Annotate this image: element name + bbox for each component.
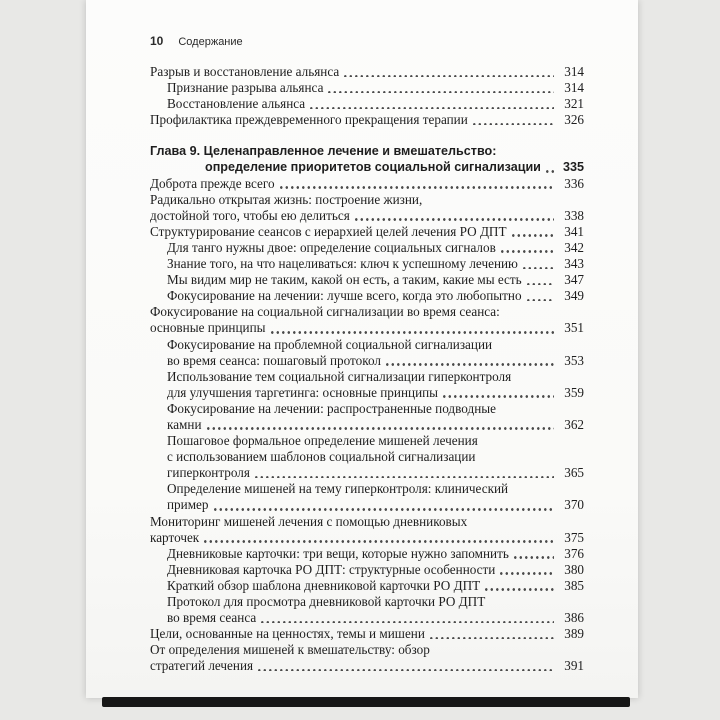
toc-line xyxy=(150,240,584,256)
book-page xyxy=(86,0,638,698)
toc-entry xyxy=(150,594,584,626)
toc-page-number: 335 xyxy=(562,160,584,175)
toc-page-number: 314 xyxy=(564,80,584,96)
toc-entry-text: во время сеанса xyxy=(167,610,257,626)
toc-line xyxy=(150,143,584,159)
toc-entry xyxy=(150,288,584,304)
leader-dots xyxy=(546,170,554,173)
toc-entry-text: Доброта прежде всего xyxy=(150,175,275,191)
toc-line xyxy=(150,578,584,594)
toc-line xyxy=(150,514,584,530)
toc-page-number: 347 xyxy=(564,272,584,288)
toc-line xyxy=(150,304,584,320)
toc-entry-text: Дневниковая карточка РО ДПТ: структурные особенности xyxy=(167,561,496,577)
leader-dots xyxy=(512,234,554,237)
toc-entry xyxy=(150,176,584,192)
toc-entry-text: для улучшения таргетинга: основные принципы xyxy=(167,384,439,400)
toc-line xyxy=(150,159,584,175)
toc-line xyxy=(150,530,584,546)
leader-dots xyxy=(501,250,554,253)
toc-line xyxy=(150,337,584,353)
leader-dots xyxy=(310,107,554,110)
toc-line xyxy=(150,288,584,304)
toc-page-number: 342 xyxy=(564,239,584,255)
toc-line xyxy=(150,385,584,401)
toc-page-number: 351 xyxy=(564,320,584,336)
toc-entry-text: Разрыв и восстановление альянса xyxy=(150,64,340,79)
toc-entry xyxy=(150,642,584,674)
running-header-title: Содержание xyxy=(178,36,243,48)
leader-dots xyxy=(328,91,554,94)
leader-dots xyxy=(258,669,554,672)
toc-entry-text: Мы видим мир не таким, какой он есть, а таким, какие мы есть xyxy=(167,272,522,288)
toc-entry xyxy=(150,514,584,546)
leader-dots xyxy=(500,572,554,575)
toc-entry-text: стратегий лечения xyxy=(150,658,254,674)
toc-line xyxy=(150,626,584,642)
leader-dots xyxy=(280,186,554,189)
toc-entry-text: Восстановление альянса xyxy=(167,96,306,112)
running-header xyxy=(150,34,584,48)
toc-line xyxy=(150,546,584,562)
toc-line xyxy=(150,256,584,272)
toc-entry-text: Определение мишеней на тему гиперконтроля: клинический xyxy=(167,481,509,497)
toc-entry-text: Дневниковые карточки: три вещи, которые нужно запомнить xyxy=(167,545,509,561)
toc-entry-text: Глава 9. Целенаправленное лечение и вмешательство: xyxy=(150,144,497,159)
book-cover-edge xyxy=(102,697,630,707)
toc-page-number: 338 xyxy=(564,207,584,223)
toc-chapter-entry xyxy=(150,143,584,175)
toc-entry-text: Фокусирование на проблемной социальной сигнализации xyxy=(167,336,493,352)
toc-entry-text: Фокусирование на социальной сигнализации во время сеанса: xyxy=(150,304,500,320)
toc-entry-text: гиперконтроля xyxy=(167,465,250,481)
toc-line xyxy=(150,465,584,481)
toc-entry xyxy=(150,256,584,272)
leader-dots xyxy=(430,637,554,640)
toc-line xyxy=(150,449,584,465)
toc-line xyxy=(150,64,584,80)
toc-entry-text: Краткий обзор шаблона дневниковой карточки РО ДПТ xyxy=(167,577,481,593)
toc-line xyxy=(150,112,584,128)
toc-entry xyxy=(150,240,584,256)
toc-entry-text: Мониторинг мишеней лечения с помощью дневниковых xyxy=(150,513,468,529)
leader-dots xyxy=(255,476,554,479)
toc-line xyxy=(150,192,584,208)
toc-entry xyxy=(150,578,584,594)
toc-line xyxy=(150,642,584,658)
toc-entry-text: определение приоритетов социальной сигнализации xyxy=(205,160,541,175)
toc-entry-text: Радикально открытая жизнь: построение жизни, xyxy=(150,191,423,207)
toc-page-number: 349 xyxy=(564,288,584,304)
table-of-contents xyxy=(150,64,584,674)
toc-entry-text: Фокусирование на лечении: лучше всего, когда это любопытно xyxy=(167,288,522,304)
toc-line xyxy=(150,224,584,240)
toc-entry xyxy=(150,224,584,240)
toc-page-number: 385 xyxy=(564,577,584,593)
toc-line xyxy=(150,176,584,192)
toc-entry-text: Цели, основанные на ценностях, темы и мишени xyxy=(150,626,425,642)
toc-line xyxy=(150,96,584,112)
toc-page-number: 359 xyxy=(564,384,584,400)
toc-entry xyxy=(150,433,584,481)
toc-page-number: 326 xyxy=(564,112,584,128)
leader-dots xyxy=(443,395,554,398)
toc-entry-text: во время сеанса: пошаговый протокол xyxy=(167,352,381,368)
toc-line xyxy=(150,272,584,288)
leader-dots xyxy=(344,75,554,78)
toc-entry-text: Для танго нужны двое: определение социальных сигналов xyxy=(167,239,496,255)
toc-line xyxy=(150,417,584,433)
toc-line xyxy=(150,320,584,336)
toc-entry xyxy=(150,112,584,128)
toc-entry xyxy=(150,96,584,112)
leader-dots xyxy=(386,363,554,366)
toc-page-number: 380 xyxy=(564,561,584,577)
leader-dots xyxy=(271,331,554,334)
toc-entry-text: камни xyxy=(167,416,202,432)
toc-page-number: 353 xyxy=(564,352,584,368)
toc-page-number: 386 xyxy=(564,610,584,626)
leader-dots xyxy=(261,621,554,624)
toc-content xyxy=(150,34,584,674)
leader-dots xyxy=(523,267,554,270)
toc-line xyxy=(150,433,584,449)
toc-entry xyxy=(150,562,584,578)
leader-dots xyxy=(207,427,554,430)
page-number: 10 xyxy=(150,34,164,48)
toc-entry xyxy=(150,401,584,433)
toc-entry xyxy=(150,337,584,369)
toc-line xyxy=(150,610,584,626)
toc-entry-text: пример xyxy=(167,497,209,513)
toc-entry-text: основные принципы xyxy=(150,320,266,336)
toc-entry-text: Признание разрыва альянса xyxy=(167,80,324,96)
toc-entry-text: Профилактика преждевременного прекращения терапии xyxy=(150,112,468,128)
toc-entry xyxy=(150,626,584,642)
toc-line xyxy=(150,353,584,369)
toc-entry xyxy=(150,192,584,224)
toc-entry xyxy=(150,369,584,401)
toc-entry xyxy=(150,272,584,288)
toc-entry xyxy=(150,304,584,336)
leader-dots xyxy=(214,508,554,511)
toc-entry-text: Использование тем социальной сигнализации гиперконтроля xyxy=(167,368,512,384)
toc-page-number: 362 xyxy=(564,416,584,432)
toc-page-number: 343 xyxy=(564,256,584,272)
toc-line xyxy=(150,369,584,385)
toc-entry-text: От определения мишеней к вмешательству: обзор xyxy=(150,642,430,658)
leader-dots xyxy=(204,540,554,543)
toc-page-number: 341 xyxy=(564,223,584,239)
toc-page-number: 389 xyxy=(564,626,584,642)
leader-dots xyxy=(514,556,554,559)
toc-entry xyxy=(150,481,584,513)
toc-page-number: 376 xyxy=(564,545,584,561)
toc-entry xyxy=(150,64,584,80)
toc-line xyxy=(150,658,584,674)
toc-entry-text: с использованием шаблонов социальной сигнализации xyxy=(167,449,476,465)
toc-line xyxy=(150,481,584,497)
toc-entry xyxy=(150,80,584,96)
toc-line xyxy=(150,497,584,513)
toc-line xyxy=(150,208,584,224)
toc-line xyxy=(150,562,584,578)
toc-entry xyxy=(150,546,584,562)
toc-page-number: 375 xyxy=(564,529,584,545)
toc-page-number: 314 xyxy=(564,64,584,79)
leader-dots xyxy=(485,588,554,591)
toc-page-number: 321 xyxy=(564,96,584,112)
toc-entry-text: Пошаговое формальное определение мишеней лечения xyxy=(167,433,478,449)
toc-page-number: 370 xyxy=(564,497,584,513)
toc-entry-text: Знание того, на что нацеливаться: ключ к успешному лечению xyxy=(167,256,518,272)
toc-entry-text: карточек xyxy=(150,529,200,545)
toc-line xyxy=(150,401,584,417)
toc-page-number: 391 xyxy=(564,658,584,674)
toc-line xyxy=(150,594,584,610)
toc-page-number: 365 xyxy=(564,465,584,481)
toc-entry-text: Фокусирование на лечении: распространенные подводные xyxy=(167,400,496,416)
leader-dots xyxy=(527,283,554,286)
toc-entry-text: Протокол для просмотра дневниковой карточки РО ДПТ xyxy=(167,594,486,609)
leader-dots xyxy=(527,299,554,302)
leader-dots xyxy=(355,218,554,221)
toc-entry-text: достойной того, чтобы ею делиться xyxy=(150,207,350,223)
leader-dots xyxy=(473,123,554,126)
toc-entry-text: Структурирование сеансов с иерархией целей лечения РО ДПТ xyxy=(150,223,507,239)
toc-line xyxy=(150,80,584,96)
toc-page-number: 336 xyxy=(564,175,584,191)
